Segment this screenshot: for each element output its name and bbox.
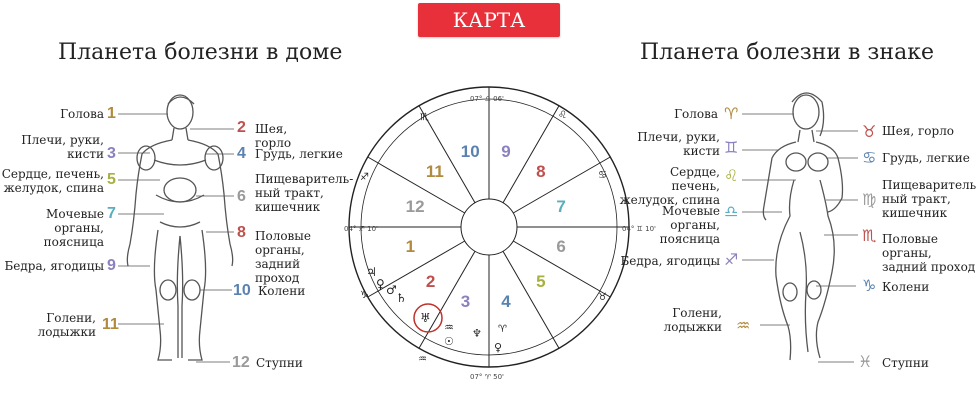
left-num-8: 8: [237, 224, 246, 241]
zodiac-sign-icon: ♏: [420, 112, 429, 123]
zodiac-sign-icon: ♒: [418, 354, 427, 365]
zodiac-sign-icon: ♌: [558, 110, 567, 121]
left-label-shoulders: Плечи, руки, кисти: [21, 133, 104, 161]
right-label-genital: Половые органы, задний проход: [882, 232, 976, 274]
male-figure: [127, 95, 232, 360]
house-number-7: 7: [556, 196, 566, 216]
left-label-digestive: Пищеваритель-ный тракт, кишечник: [255, 172, 354, 214]
female-figure: [763, 93, 842, 360]
right-label-neck: Шея, горло: [882, 124, 955, 138]
planet-glyph-icon: ♀: [376, 277, 385, 291]
right-label-shoulders: Плечи, руки, кисти: [637, 130, 720, 158]
house-number-8: 8: [536, 161, 546, 181]
left-num-7: 7: [107, 205, 116, 222]
aries-icon: ♈: [724, 104, 739, 123]
planet-glyph-icon: ♂: [386, 283, 397, 297]
cusp-degree-right: 04° ♊ 10': [622, 225, 656, 233]
zodiac-sign-icon: ♑: [360, 290, 369, 301]
right-label-digestive: Пищеваритель ный тракт, кишечник: [882, 178, 977, 220]
left-label-neck: Шея, горло: [255, 122, 292, 150]
right-label-head: Голова: [674, 107, 718, 121]
left-num-9: 9: [107, 257, 116, 274]
zodiac-sign-icon: ♉: [598, 292, 607, 303]
left-label-heart: Сердце, печень, желудок, спина: [1, 167, 104, 195]
planet-glyph-icon: ♅: [420, 311, 431, 325]
house-number-12: 12: [405, 196, 425, 216]
libra-icon: ♎: [724, 202, 739, 221]
left-label-urinary: Мочевые органы, поясница: [43, 207, 104, 249]
house-number-5: 5: [536, 272, 546, 292]
planet-glyph-icon: ♒: [444, 321, 454, 334]
house-cusp-line: [503, 251, 559, 348]
virgo-icon: ♍: [862, 190, 877, 209]
left-heading: Планета болезни в доме: [58, 40, 343, 65]
house-number-10: 10: [460, 141, 480, 161]
zodiac-sign-icon: ♋: [598, 170, 607, 181]
left-label-genital: Половые органы, задний проход: [255, 229, 311, 285]
right-heading: Планета болезни в знаке: [640, 40, 934, 65]
house-number-1: 1: [405, 237, 416, 257]
zodiac-sign-icon: ♈: [498, 324, 507, 335]
right-label-hips: Бедра, ягодицы: [620, 254, 720, 268]
left-num-1: 1: [107, 105, 116, 122]
scorpio-icon: ♏: [862, 226, 877, 245]
left-num-5: 5: [107, 171, 116, 188]
house-number-11: 11: [425, 161, 444, 181]
right-label-urinary: Мочевые органы, поясница: [659, 204, 720, 246]
pisces-icon: ♓: [858, 352, 873, 371]
cusp-degree-top: 07° ♎ 06': [470, 95, 504, 103]
house-number-4: 4: [501, 292, 511, 312]
right-label-feet: Ступни: [882, 356, 929, 370]
gemini-icon: ♊: [724, 138, 739, 157]
left-label-head: Голова: [60, 107, 104, 121]
cancer-icon: ♋: [862, 148, 877, 167]
house-cusp-line: [503, 106, 559, 203]
cusp-degree-left: 04° ♐ 10': [344, 225, 378, 233]
left-num-2: 2: [237, 119, 246, 136]
taurus-icon: ♉: [862, 122, 877, 141]
right-label-knees: Колени: [882, 280, 930, 294]
leo-icon: ♌: [724, 166, 739, 185]
right-label-chest: Грудь, легкие: [882, 151, 970, 165]
planet-glyph-icon: ♃: [366, 265, 377, 279]
left-label-knees: Колени: [258, 284, 306, 298]
right-label-shins: Голени, лодыжки: [663, 306, 722, 334]
planet-glyph-icon: ☉: [444, 335, 454, 348]
title-badge: КАРТА БОЛИ: [418, 3, 560, 37]
planet-glyph-icon: ♆: [472, 327, 482, 340]
zodiac-sign-icon: ♐: [360, 172, 369, 183]
house-number-6: 6: [556, 237, 566, 257]
planet-glyph-icon: ♀: [494, 341, 503, 354]
right-label-heart: Сердце, печень, желудок, спина: [619, 165, 720, 207]
left-label-feet: Ступни: [256, 356, 303, 370]
left-num-11: 11: [102, 316, 119, 333]
left-num-10: 10: [233, 282, 251, 299]
sagittarius-icon: ♐: [724, 250, 739, 269]
left-label-hips: Бедра, ягодицы: [4, 259, 104, 273]
left-num-6: 6: [237, 188, 246, 205]
planet-glyph-icon: ♄: [396, 291, 407, 305]
left-num-12: 12: [232, 354, 250, 371]
left-label-chest: Грудь, легкие: [255, 147, 343, 161]
aquarius-icon: ♒: [736, 316, 751, 335]
house-number-3: 3: [460, 292, 471, 312]
left-label-shins: Голени, лодыжки: [37, 311, 96, 339]
left-num-3: 3: [107, 145, 116, 162]
house-number-2: 2: [425, 272, 436, 292]
capricorn-icon: ♑: [862, 276, 877, 295]
cusp-degree-bottom: 07° ♈ 50': [470, 373, 504, 381]
house-number-9: 9: [501, 141, 511, 161]
left-num-4: 4: [237, 145, 246, 162]
